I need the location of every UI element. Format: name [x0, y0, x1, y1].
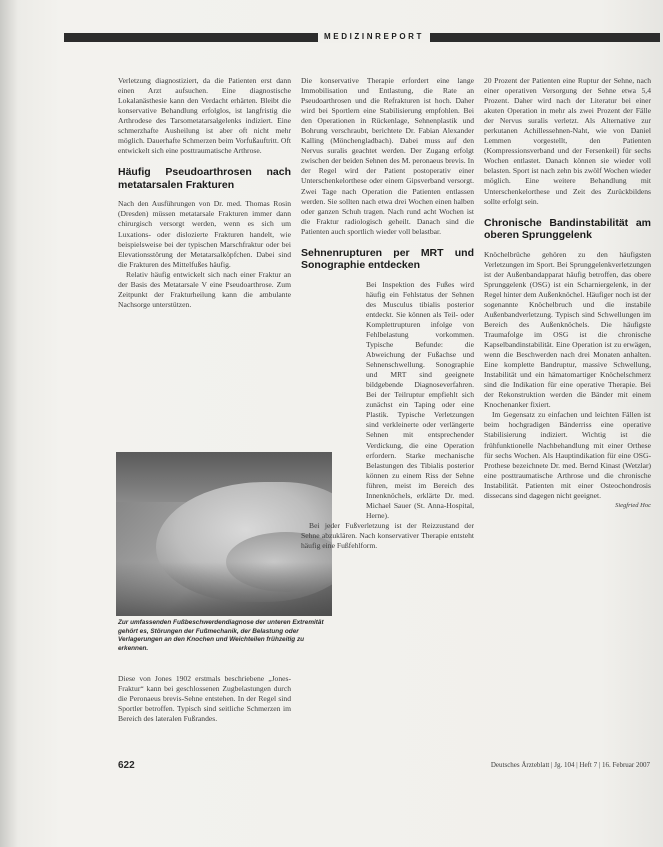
text-column-2	[301, 76, 474, 551]
text-column-3	[484, 76, 651, 511]
paragraph: Bei jeder Fußverletzung ist der Reizzustand der Sehne abzuklären. Nach konservativer Therapie entsteht häufig eine Fußfehlform.	[301, 520, 474, 550]
paragraph: Bei Inspektion des Fußes wird häufig ein Fehlstatus der Sehnen des Musculus tibialis posterior entdeckt. Sie können als Teil- oder Komplettrupturen infolge von Fehlbelastung vorkommen. Typische Befunde: die Abweichung der Fußachse und Sehnenschwellung. Sonographie und MRT sind geeignete bildgebende Diagnoseverfahren. Bei der Teilruptur empfiehlt sich zunächst ein Taping oder eine Plastik. Typische Verletzungen sind verkleinerte oder verlängerte Sehnen mit entsprechender Verdickung, die eine Operation erfordern. Starke mechanische Belastungen des Tibialis posterior können zu einem Riss der Sehne führen, meist im Bereich des Innenknöchels, erklärte Dr. med. Michael Sauer (St. Anna-Hospital, Herne).	[366, 279, 474, 520]
figure-caption: Zur umfassenden Fußbeschwerdendiagnose der unteren Extremität gehört es, Störungen der Fußmechanik, der Belastung oder Verlagerungen an den Knochen und Weichteilen frühzeitig zu erkennen.	[118, 619, 324, 652]
paragraph: Im Gegensatz zu einfachen und leichten Fällen ist beim hochgradigen Bänderriss eine operative Stabilisierung indiziert. Wichtig ist die frühfunktionelle Nachbehandlung mit einer Orthese für sechs Wochen. Als Hauptindikation für eine OSG-Prothese bezeichnete Dr. med. Bernd Kinast (Wetzlar) eine posttraumatische Arthrose und die chronische Instabilität. Patienten mit einer Osteochondrosis dissecans sind dagegen nicht geeignet.	[484, 410, 651, 500]
paragraph: Diese von Jones 1902 erstmals beschriebene „Jones-Fraktur“ kann bei geschlossenen Zugbelastungen durch die Peronaeus brevis-Sehne entstehen. In der Regel sind Sportler betroffen. Typisch sind seitliche Schmerzen im Bereich des lateralen Fußrandes.	[118, 674, 291, 724]
paragraph: Knöchelbrüche gehören zu den häufigsten Verletzungen im Sport. Bei Sprunggelenkverletzungen ist der Außenbandapparat häufig betroffen, das obere Sprunggelenk (OSG) ist ein Scharniergelenk, in der Regel hinter dem Außenknöchel. Häufiger noch ist der sogenannte Knöchelbruch und die instabile Außenbandverletzung. Typisch sind Schwellungen im Bereich des Außenknöchels. Die häufigste Traumafolge im OSG ist die chronische Kapselbandinstabilität. Eine Operation ist zu erwägen, wenn die Beschwerden nach drei Monaten anhalten. Eine komplette Bandruptur, massive Schwellung, Instabilität und ein hämatomartiger Knöchelschmerz sind die Indikation für eine operative Therapie. Bei der Rekonstruktion werden die Bänder mit einem Knochenanker fixiert.	[484, 249, 651, 410]
subheading: Sehnenrupturen per MRT und Sonographie entdecken	[301, 246, 474, 272]
text-column-1	[118, 76, 291, 310]
text-column-1-lower	[118, 674, 291, 724]
author-signature: Siegfried Hoc	[615, 501, 651, 509]
paragraph: 20 Prozent der Patienten eine Ruptur der Sehne, nach einer operativen Versorgung der Sehne etwa 5,4 Prozent. Daher wird nach der Literatur bei einer akuten Operation in mehr als zwei Prozent der Fälle der Nervus suralis verletzt. Als Alternative zur perkutanen Achillessehnen-Naht, wie von Daniel Lemmen vorgestellt, den Patienten (Kompressionsverband und der Fersenkeil) für sechs Wochen entlastet. Danach können sie wieder voll belasten. Sport ist nach zehn bis zwölf Wochen wieder möglich. Eine weitere Behandlung mit Unterschenkelorthese und Zeit des Zurückbildens sollte erfolgt sein.	[484, 76, 651, 206]
paragraph: Relativ häufig entwickelt sich nach einer Fraktur an der Basis des Metatarsale V eine Pseudoarthrose. Zum Zeitpunkt der Frakturheilung kann die ambulante Nachsorge unterstützen.	[118, 269, 291, 309]
journal-citation: Deutsches Ärzteblatt | Jg. 104 | Heft 7 | 16. Februar 2007	[490, 761, 650, 769]
photo-shadow	[116, 562, 332, 616]
page-number: 622	[118, 760, 135, 771]
paragraph: Verletzung diagnostiziert, da die Patienten erst dann einen Arzt aufsuchen. Eine diagnostische Lokalanästhesie kann den Verdacht erhärten. Bleibt die konservative Behandlung erfolglos, ist langfristig die Arthrodese des Tarsometatarsalgelenks indiziert. Eine schmerzhafte Ausheilung ist aber oft nicht mehr möglich. Dauerhafte Schmerzen beim Vorfußauftritt. Oft entwickelt sich eine posttraumatische Arthrose.	[118, 76, 291, 156]
section-header-label: MEDIZINREPORT	[318, 31, 430, 43]
subheading: Häufig Pseudoarthrosen nach metatarsalen Frakturen	[118, 166, 291, 191]
foot-photo	[116, 452, 332, 616]
subheading: Chronische Bandinstabilität am oberen Sprunggelenk	[484, 216, 651, 242]
paragraph: Nach den Ausführungen von Dr. med. Thomas Rosin (Dresden) müssen metatarsale Frakturen immer dann chirurgisch versorgt werden, wenn es sich um Luxations- oder dislozierte Frakturen handelt, wie beispielsweise bei der typischen Marschfraktur oder bei Elevationsstörung der Metatarsalköpfchen. Dabei sind die Frakturen des Mittelfußes häufig.	[118, 199, 291, 269]
paragraph: Die konservative Therapie erfordert eine lange Immobilisation und Entlastung, die Rate an Pseudoarthrosen und die Refrakturen ist hoch. Daher wird bei Sportlern eine Stabilisierung empfohlen. Bei den Operationen in Rückenlage, Sehnenplastik und Bohrung verschraubt, berichtete Dr. Fabian Alexander Kalling (Mönchengladbach). Dabei muss auf den Nervus suralis geachtet werden. Der Zugang erfolgt zwischen der beiden Sehnen des M. peronaeus brevis. In der Regel wird der Patient postoperativ einer Unterschenkelorthese oder einem Gipsverband versorgt. Zwei Tage nach Operation die Patienten entlassen werden. Sie sollten nach etwa drei Wochen einen halben oder ganzen Schuh tragen. Nach rund acht Wochen ist die Fraktur radiologisch geheilt. Danach sind die Patienten auch sportlich wieder voll belastbar.	[301, 76, 474, 236]
